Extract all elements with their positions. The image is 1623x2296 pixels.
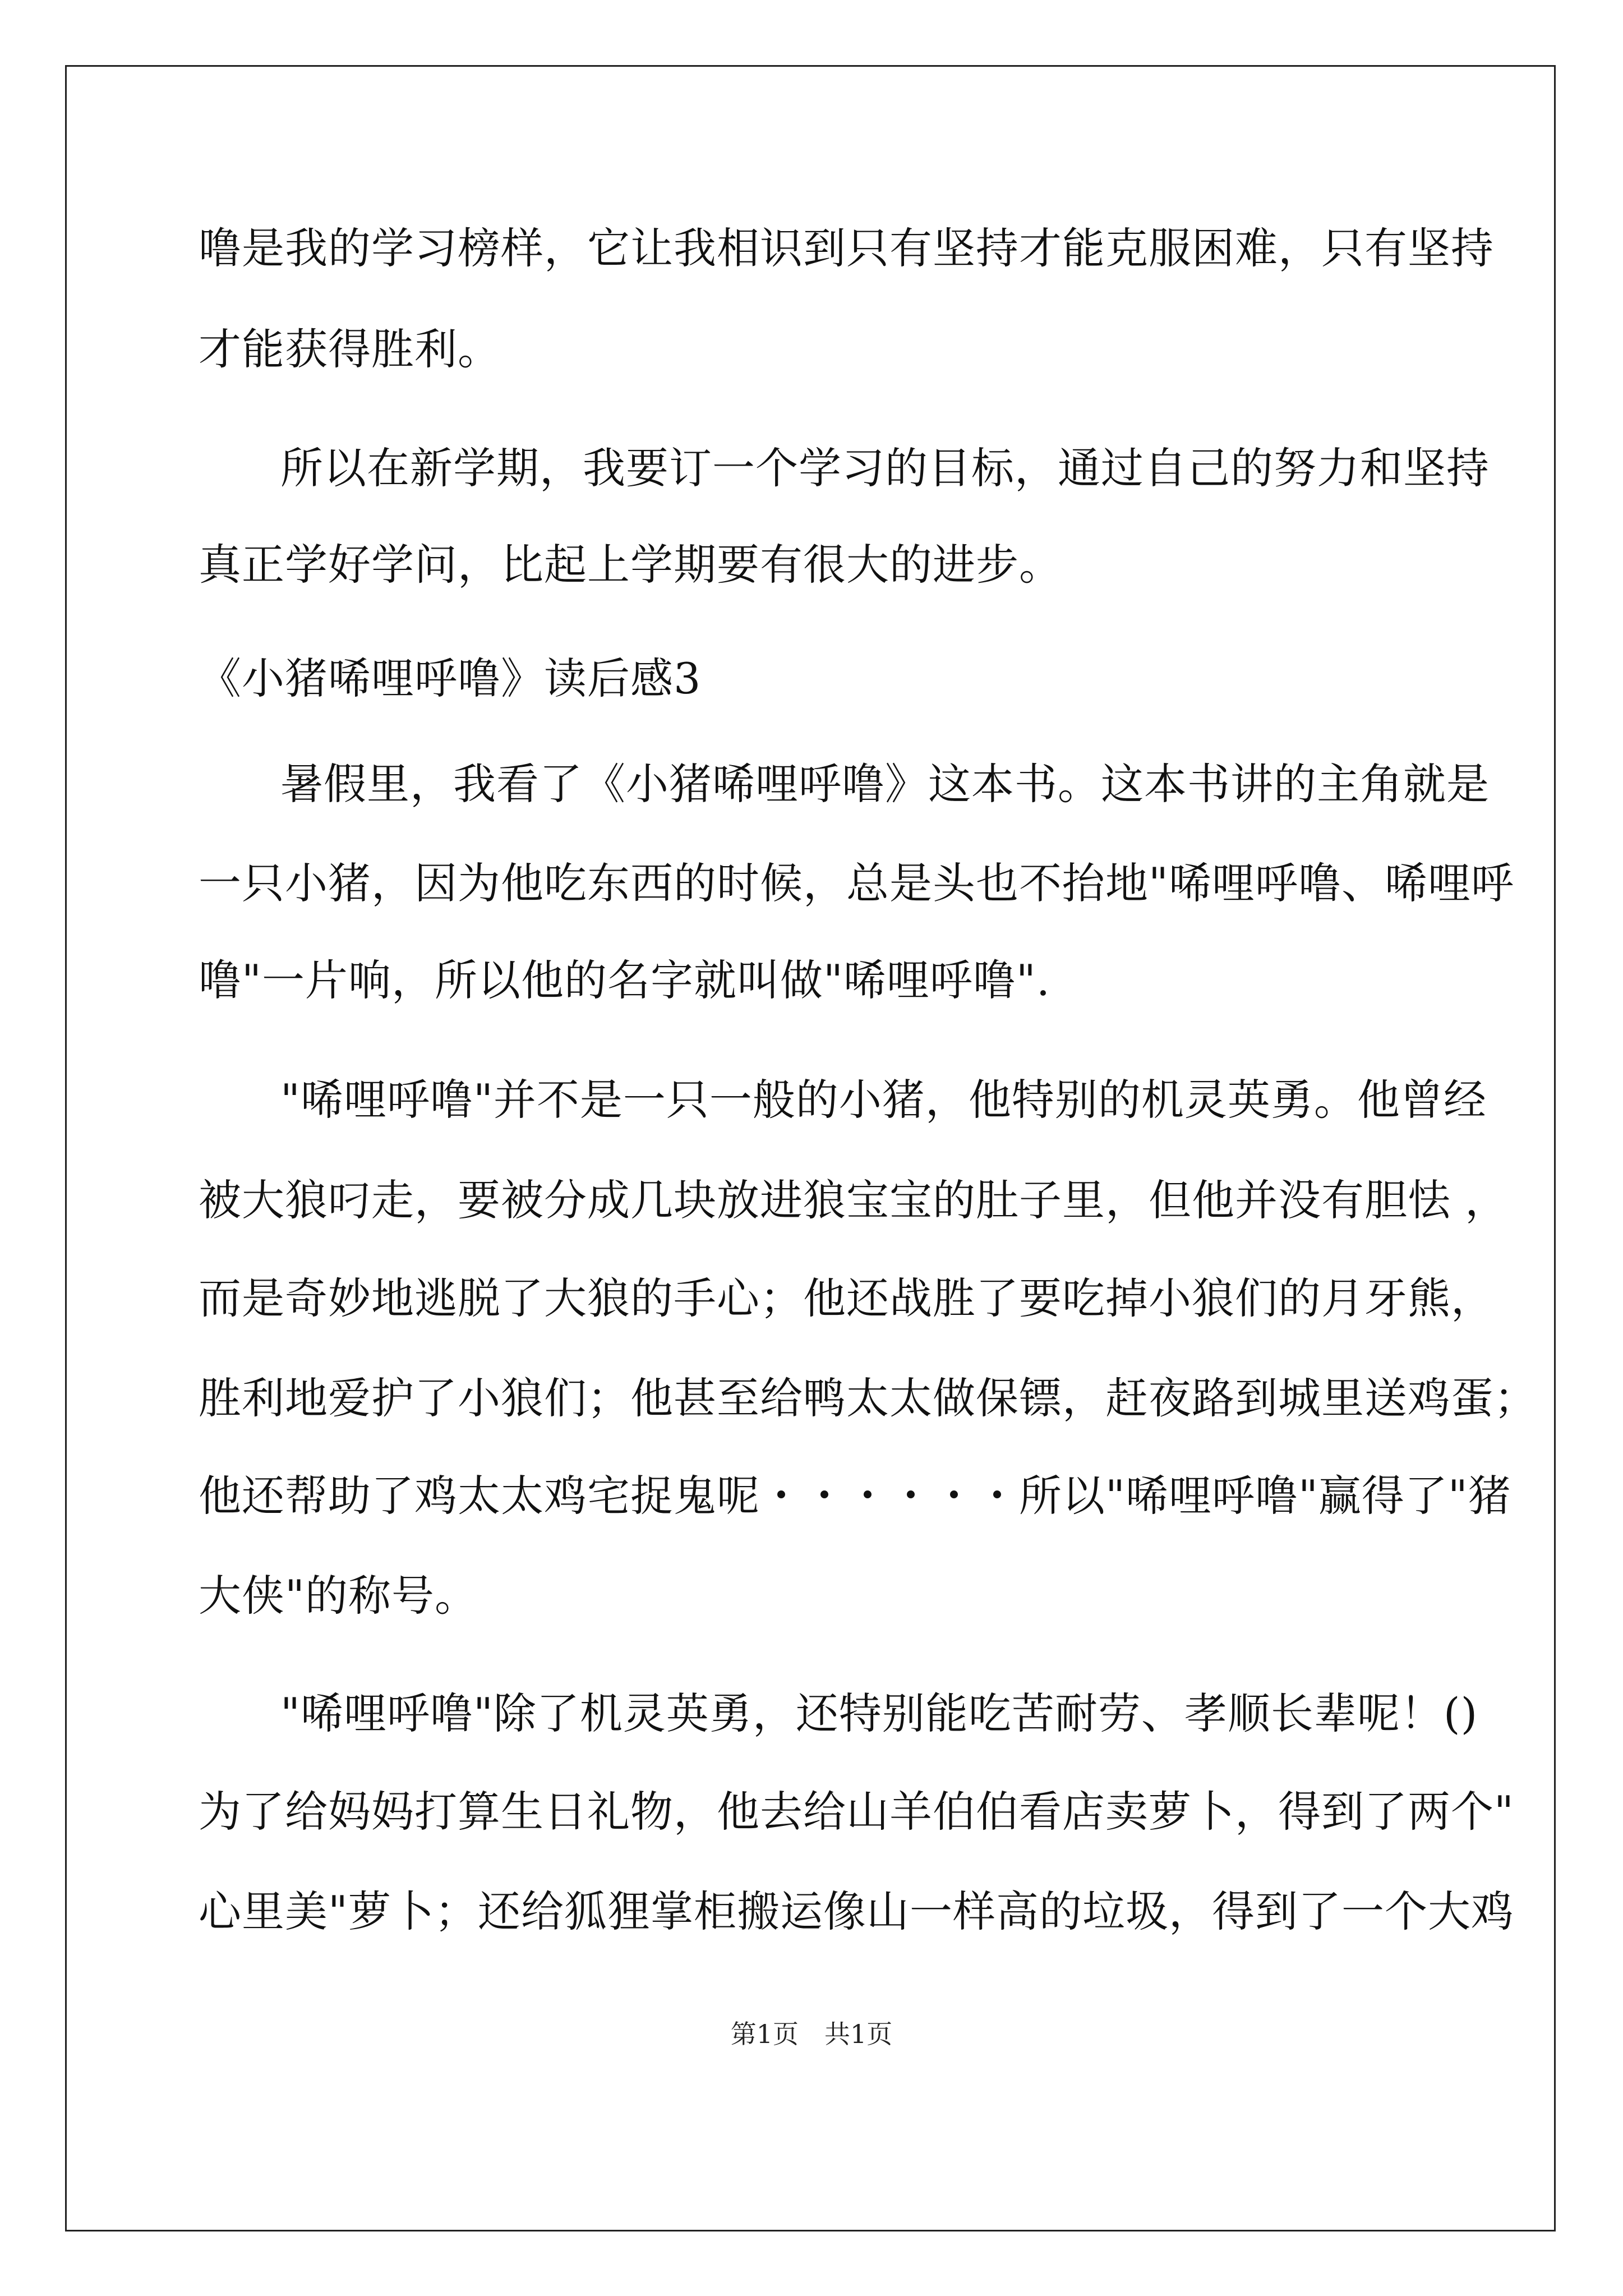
paragraph-line-2: 才能获得胜利。	[199, 324, 501, 374]
paragraph-line-6: 暑假里，我看了《小猪唏哩呼噜》这本书。这本书讲的主角就是	[280, 759, 1490, 809]
page-footer: 第1页 共1页	[730, 2019, 893, 2049]
paragraph-line-8: 噜"一片响，所以他的名字就叫做"唏哩呼噜".	[199, 955, 1051, 1005]
paragraph-line-16: 为了给妈妈打算生日礼物，他去给山羊伯伯看店卖萝卜，得到了两个"	[199, 1787, 1514, 1837]
paragraph-line-17: 心里美"萝卜；还给狐狸掌柜搬运像山一样高的垃圾，得到了一个大鸡	[199, 1887, 1514, 1936]
paragraph-line-14: 大侠"的称号。	[199, 1571, 478, 1621]
paragraph-line-10: 被大狼叼走，要被分成几块放进狼宝宝的肚子里，但他并没有胆怯 ，	[199, 1175, 1509, 1225]
section-heading: 《小猪唏哩呼噜》读后感3	[199, 654, 702, 703]
paragraph-line-12: 胜利地爱护了小狼们；他甚至给鸭太太做保镖，赶夜路到城里送鸡蛋；	[199, 1373, 1537, 1423]
paragraph-line-11: 而是奇妙地逃脱了大狼的手心；他还战胜了要吃掉小狼们的月牙熊，	[199, 1273, 1494, 1323]
paragraph-line-13: 他还帮助了鸡太太鸡宅捉鬼呢・・・・・・所以"唏哩呼噜"赢得了"猪	[199, 1471, 1511, 1521]
paragraph-line-9: "唏哩呼噜"并不是一只一般的小猪，他特别的机灵英勇。他曾经	[280, 1075, 1487, 1125]
paragraph-line-15: "唏哩呼噜"除了机灵英勇，还特别能吃苦耐劳、孝顺长辈呢！()	[280, 1688, 1478, 1738]
paragraph-line-1: 噜是我的学习榜样，它让我相识到只有坚持才能克服困难，只有坚持	[199, 223, 1494, 273]
paragraph-line-4: 真正学好学问，比起上学期要有很大的进步。	[199, 540, 1062, 590]
paragraph-line-7: 一只小猪，因为他吃东西的时候，总是头也不抬地"唏哩呼噜、唏哩呼	[199, 858, 1514, 908]
paragraph-line-3: 所以在新学期，我要订一个学习的目标，通过自己的努力和坚持	[280, 443, 1490, 493]
